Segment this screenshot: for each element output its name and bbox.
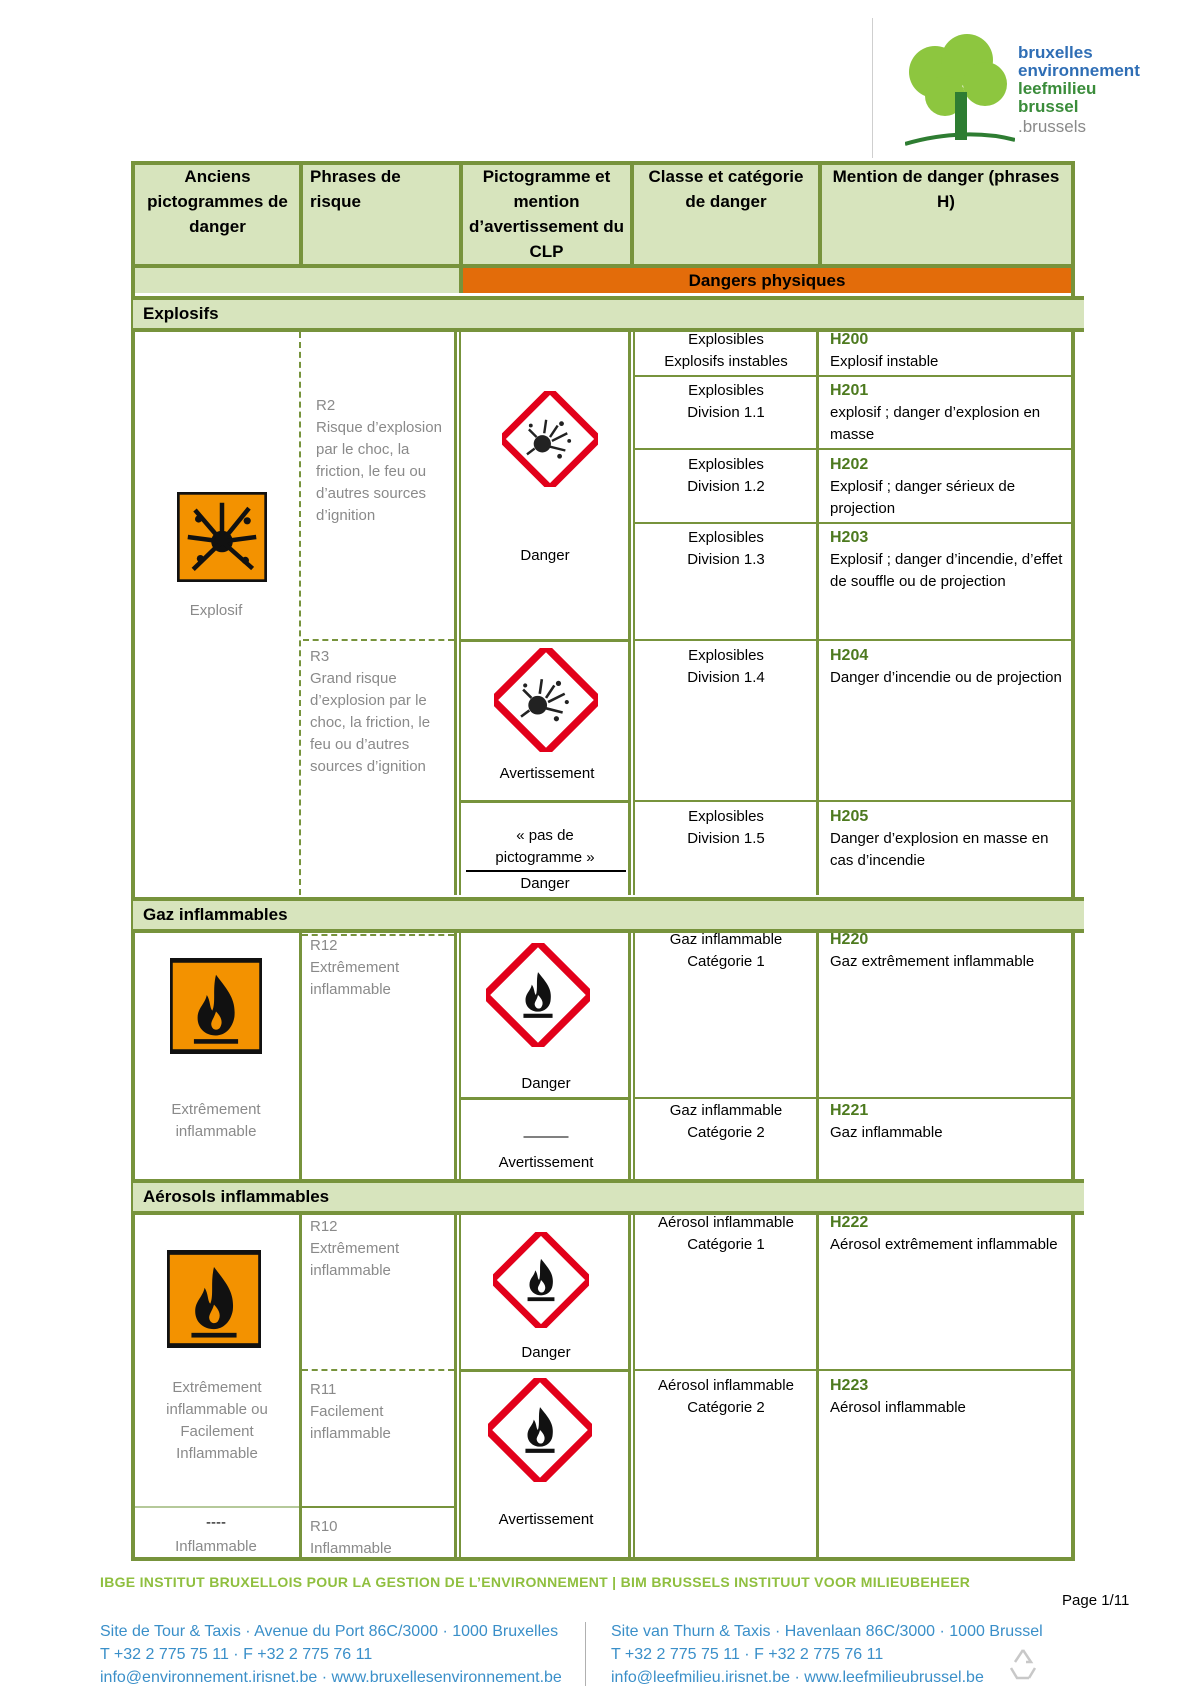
grid-line: [635, 639, 1071, 641]
footer-right-line-2: T +32 2 775 75 11 · F +32 2 775 76 11: [611, 1646, 884, 1663]
tree-logo-icon: [905, 32, 1015, 150]
grid-line: [302, 1369, 454, 1371]
section-gaz-inflammables: Gaz inflammables: [133, 897, 1084, 933]
old-flammable-aerosol-pictogram-icon: [167, 1250, 261, 1348]
no-pictogram-signal-word: Danger: [520, 875, 570, 892]
class-h223: Aérosol inflammable Catégorie 2: [658, 1377, 794, 1416]
header-col-risk-phrases: Phrases de risque: [310, 167, 401, 211]
grid-line: [459, 332, 461, 895]
aerosol-r11-code: R11: [310, 1381, 337, 1398]
footer-left-line-1: Site de Tour & Taxis · Avenue du Port 86C/3000 · 1000 Bruxelles: [100, 1623, 559, 1640]
old-label-inflammable: Inflammable: [175, 1538, 257, 1555]
grid-line: [461, 1097, 628, 1100]
section-explosifs: Explosifs: [133, 296, 1084, 332]
grid-line: [635, 522, 1071, 524]
header-col-hazard-statement: Mention de danger (phrases H): [832, 167, 1060, 211]
grid-line: [461, 639, 628, 642]
aerosol-r11-text: Facilement inflammable: [310, 1403, 391, 1442]
dangers-physiques-band: Dangers physiques: [463, 268, 1071, 293]
hazard-h203: H203 Explosif ; danger d’incendie, d’effet de souffle ou de projection: [830, 529, 1063, 590]
grid-line: [635, 1097, 1071, 1099]
brand-line-1: bruxelles: [1018, 43, 1093, 62]
grid-line: [299, 332, 301, 895]
r3-text: Grand risque d’explosion par le choc, la friction, le feu ou d’autres sources d’ignition: [310, 670, 431, 775]
hazard-h204: H204 Danger d’incendie ou de projection: [830, 647, 1062, 686]
r3-code: R3: [310, 648, 330, 665]
grid-line: [302, 1506, 454, 1508]
section-aerosols-inflammables: Aérosols inflammables: [133, 1179, 1084, 1215]
aerosol-r12-text: Extrêmement inflammable: [310, 1240, 400, 1279]
grid-line: [633, 1215, 635, 1557]
hazard-h200: H200 Explosif instable: [830, 331, 939, 370]
brand-line-2: environnement: [1018, 61, 1140, 80]
grid-line: [635, 448, 1071, 450]
grid-line: [635, 375, 1071, 377]
footer-left-line-3[interactable]: info@environnement.irisnet.be · www.bruxellesenvironnement.be: [100, 1669, 562, 1686]
class-h221: Gaz inflammable Catégorie 2: [669, 1102, 783, 1141]
grid-line: [459, 1215, 461, 1557]
grid-line: [303, 639, 454, 641]
no-pictogram-note: « pas de pictogramme »: [495, 827, 595, 866]
footer-right-line-1: Site van Thurn & Taxis · Havenlaan 86C/3000 · 1000 Brussel: [611, 1623, 1043, 1640]
old-flammable-pictogram-icon: [170, 958, 262, 1054]
brand-line-4: brussel: [1018, 97, 1079, 116]
hazard-h223: H223 Aérosol inflammable: [830, 1377, 966, 1416]
class-h220: Gaz inflammable Catégorie 1: [669, 931, 783, 970]
grid-line: [454, 1215, 457, 1557]
old-label-aerosol: Extrêmement inflammable ou Facilement Inflammable: [166, 1379, 268, 1462]
r2-text: Risque d’explosion par le choc, la friction, le feu ou d’autres sources d’ignition: [316, 419, 442, 524]
grid-line: [628, 332, 631, 895]
header-divider: [872, 18, 873, 158]
header-col-class-category: Classe et catégorie de danger: [648, 167, 804, 211]
grid-line: [459, 933, 461, 1179]
grid-line: [633, 332, 635, 895]
footer-divider: [585, 1622, 586, 1686]
class-h205: Explosibles Division 1.5: [687, 808, 765, 847]
grid-line: [816, 332, 819, 895]
class-h204: Explosibles Division 1.4: [687, 647, 765, 686]
band-left: [135, 268, 459, 293]
footer-left-line-2: T +32 2 775 75 11 · F +32 2 775 76 11: [100, 1646, 373, 1663]
brand-name: [1018, 44, 1140, 136]
footer-left-address: [100, 1620, 600, 1689]
header-col-clp-pictogram: Pictogramme et mention d’avertissement du CLP: [469, 167, 624, 261]
signal-word-avertissement: Avertissement: [499, 765, 595, 782]
ghs-flammable-aerosol-danger-icon: [493, 1232, 589, 1328]
hazard-h221: H221 Gaz inflammable: [830, 1102, 943, 1141]
page-number: Page 1/11: [1062, 1592, 1130, 1609]
grid-line: [454, 332, 457, 895]
hazard-h222: H222 Aérosol extrêmement inflammable: [830, 1214, 1058, 1253]
grid-line: [635, 800, 1071, 802]
brand-line-3: leefmilieu: [1018, 79, 1097, 98]
class-h203: Explosibles Division 1.3: [687, 529, 765, 568]
grid-line: [454, 933, 457, 1179]
grid-line: [628, 1215, 631, 1557]
hazard-h202: H202 Explosif ; danger sérieux de projection: [830, 456, 1016, 517]
class-h202: Explosibles Division 1.2: [687, 456, 765, 495]
gaz-signal-word-avertissement: Avertissement: [498, 1154, 594, 1171]
gaz-r12-text: Extrêmement inflammable: [310, 959, 400, 998]
ghs-flammable-aerosol-warning-icon: [488, 1378, 592, 1482]
old-label-explosif: Explosif: [189, 602, 243, 619]
gaz-r12-code: R12: [310, 937, 338, 954]
r2-code: R2: [316, 397, 336, 414]
hazard-h201: H201 explosif ; danger d’explosion en masse: [830, 382, 1041, 443]
no-pictogram-rule: [466, 870, 626, 872]
aerosol-old-dash: ----: [206, 1514, 226, 1531]
grid-line: [135, 1506, 299, 1508]
class-h201: Explosibles Division 1.1: [687, 382, 765, 421]
class-h222: Aérosol inflammable Catégorie 1: [658, 1214, 794, 1253]
header-sep: [630, 165, 634, 266]
ghs-explosive-danger-icon: [502, 391, 598, 487]
grid-line: [299, 933, 302, 1179]
aerosol-signal-word-danger: Danger: [521, 1344, 571, 1361]
old-label-extremement-inflammable-gaz: Extrêmement inflammable: [171, 1101, 261, 1140]
grid-line: [461, 1369, 628, 1372]
footer-right-line-3[interactable]: info@leefmilieu.irisnet.be · www.leefmilieubrussel.be: [611, 1669, 984, 1686]
hazard-h220: H220 Gaz extrêmement inflammable: [830, 931, 1035, 970]
grid-line: [461, 800, 628, 803]
signal-word-danger: Danger: [520, 547, 570, 564]
hazard-h205: H205 Danger d’explosion en masse en cas d’incendie: [830, 808, 1049, 869]
aerosol-r12-code: R12: [310, 1218, 338, 1235]
recycle-icon: [1005, 1646, 1041, 1682]
grid-line: [816, 933, 819, 1179]
grid-line: [635, 1369, 1071, 1371]
header-col-old-pictograms: Anciens pictogrammes de danger: [147, 167, 288, 236]
gaz-no-pictogram-dash: ———: [523, 1128, 569, 1145]
aerosol-r10-code: R10: [310, 1518, 338, 1535]
aerosol-r10-text: Inflammable: [310, 1540, 392, 1557]
grid-line: [633, 933, 635, 1179]
ghs-flammable-danger-icon: [486, 943, 590, 1047]
grid-line: [816, 1215, 819, 1557]
class-h200: Explosibles Explosifs instables: [664, 331, 788, 370]
footer-institute: IBGE INSTITUT BRUXELLOIS POUR LA GESTION DE L’ENVIRONNEMENT | BIM BRUSSELS INSTITUUT VOOR MILIEUBEHEER: [100, 1574, 971, 1590]
old-explosive-pictogram-icon: [177, 492, 267, 582]
header-sep: [299, 165, 303, 266]
ghs-explosive-warning-icon: [494, 648, 598, 752]
header-sep: [459, 165, 463, 266]
header-sep: [818, 165, 822, 266]
gaz-signal-word-danger: Danger: [521, 1075, 571, 1092]
aerosol-signal-word-avertissement: Avertissement: [498, 1511, 594, 1528]
brand-line-5: .brussels: [1018, 117, 1087, 136]
